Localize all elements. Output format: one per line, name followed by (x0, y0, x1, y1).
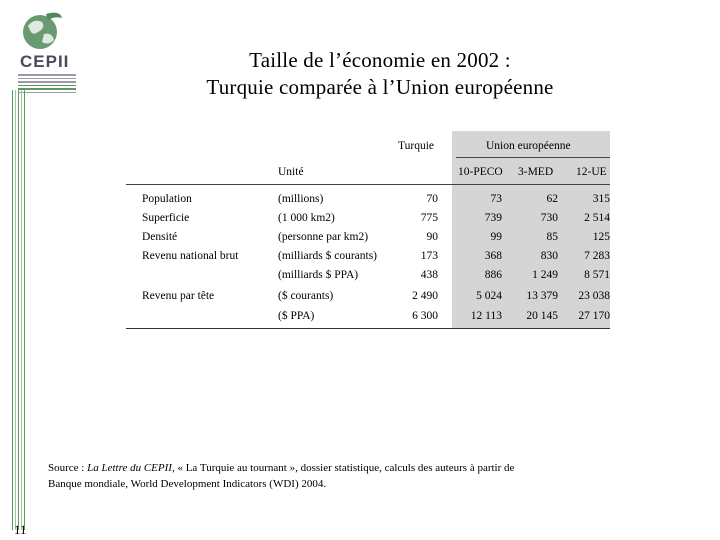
source-line-2: Banque mondiale, World Development Indicators (WDI) 2004. (48, 478, 327, 490)
cell-med: 20 145 (526, 310, 558, 322)
cell-med: 730 (540, 212, 558, 224)
title-line-2: Turquie comparée à l’Union européenne (206, 75, 554, 99)
row-unit: (milliards $ PPA) (278, 269, 359, 281)
cell-med: 85 (546, 231, 558, 243)
source-publication: La Lettre du CEPII (87, 462, 172, 474)
cell-turquie: 438 (420, 269, 438, 281)
row-unit: (millions) (278, 193, 324, 205)
cell-peco: 73 (490, 193, 502, 205)
cell-ue: 125 (592, 231, 610, 243)
cepii-logo (14, 8, 78, 86)
row-unit: ($ courants) (278, 290, 334, 302)
cell-peco: 99 (490, 231, 502, 243)
source-note (48, 460, 608, 492)
cell-turquie: 6 300 (412, 310, 438, 322)
cell-ue: 23 038 (578, 290, 610, 302)
row-unit: (personne par km2) (278, 231, 369, 243)
cell-med: 13 379 (526, 290, 558, 302)
logo-text: CEPII (20, 52, 70, 71)
cell-turquie: 90 (426, 231, 438, 243)
row-label: Population (142, 193, 192, 205)
cell-med: 1 249 (532, 269, 558, 281)
page-number: 11 (14, 522, 27, 537)
cell-ue: 2 514 (584, 212, 610, 224)
table-bottom-rule (126, 328, 610, 329)
row-label: Revenu national brut (142, 250, 239, 262)
title-line-1: Taille de l’économie en 2002 : (249, 48, 511, 72)
cell-peco: 368 (484, 250, 502, 262)
cell-ue: 8 571 (584, 269, 610, 281)
row-label: Revenu par tête (142, 290, 215, 302)
cell-med: 62 (546, 193, 558, 205)
cell-med: 830 (540, 250, 558, 262)
cell-peco: 739 (484, 212, 502, 224)
header-unite: Unité (278, 166, 304, 178)
row-unit: (milliards $ courants) (278, 250, 378, 262)
header-union: Union européenne (486, 140, 571, 152)
globe-icon (20, 8, 64, 52)
header-col-peco: 10-PECO (458, 166, 503, 178)
header-col-med: 3-MED (518, 166, 554, 178)
header-divider-main (126, 184, 610, 185)
cell-ue: 315 (592, 193, 610, 205)
row-label: Superficie (142, 212, 190, 224)
left-stripes (12, 90, 28, 530)
header-divider-eu (456, 157, 610, 158)
source-rest: , « La Turquie au tournant », dossier statistique, calculs des auteurs à partir de (171, 462, 515, 474)
cell-peco: 5 024 (476, 290, 502, 302)
cell-turquie: 70 (426, 193, 438, 205)
cell-turquie: 2 490 (412, 290, 438, 302)
source-prefix: Source : (48, 462, 88, 474)
cell-peco: 886 (484, 269, 502, 281)
cell-turquie: 775 (420, 212, 438, 224)
row-unit: ($ PPA) (278, 310, 315, 322)
page-title (100, 47, 660, 101)
cell-turquie: 173 (420, 250, 438, 262)
cell-peco: 12 113 (470, 310, 502, 322)
source-line-1 (48, 460, 608, 476)
row-label: Densité (142, 231, 178, 243)
cell-ue: 7 283 (584, 250, 610, 262)
cell-ue: 27 170 (578, 310, 610, 322)
row-unit: (1 000 km2) (278, 212, 335, 224)
header-turquie: Turquie (398, 140, 434, 152)
comparison-table (126, 131, 610, 329)
header-col-ue: 12-UE (576, 166, 607, 178)
